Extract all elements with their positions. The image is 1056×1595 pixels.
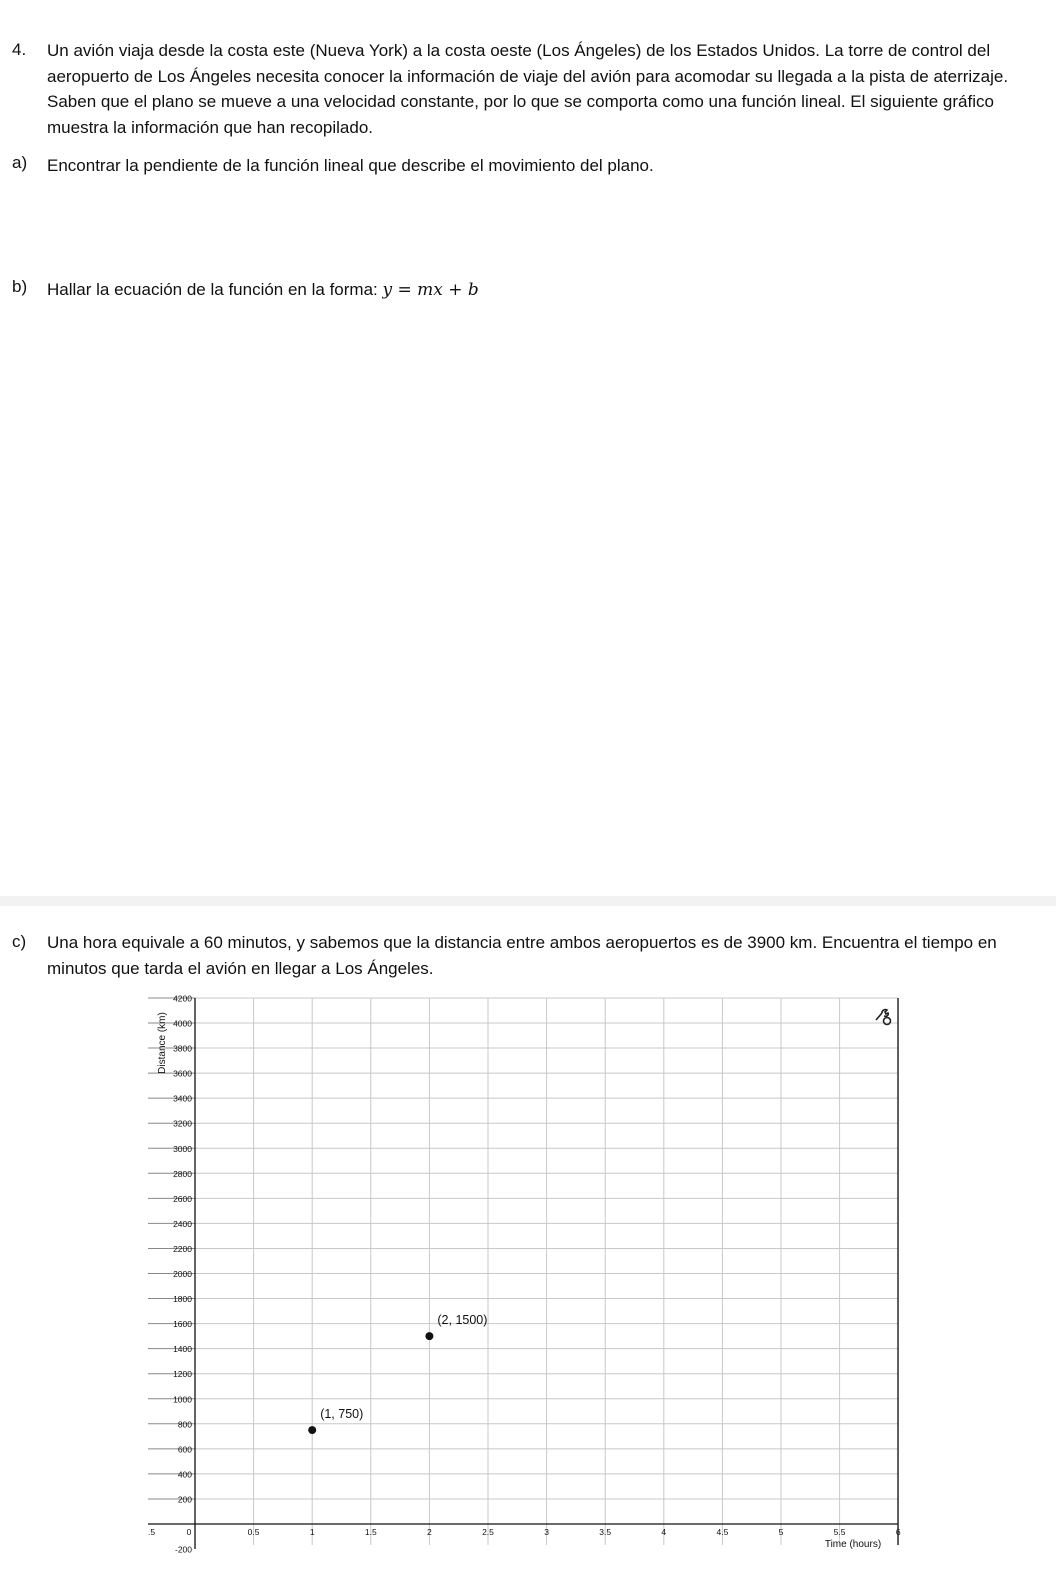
y-tick-label: 1000 (173, 1394, 192, 1405)
y-tick-label: 800 (177, 1419, 192, 1430)
x-tick-label: 4.5 (716, 1527, 729, 1537)
y-tick-label: 3600 (173, 1068, 192, 1079)
y-tick-label: 2000 (173, 1269, 192, 1279)
question-text: Un avión viaja desde la costa este (Nueva York) a la costa oeste (Los Ángeles) de los Estados Unidos. La torre de control del aeropuerto de Los Ángeles necesita conocer la información de viaje del avión para acomodar su llegada a la pista de aterrizaje. Saben que el plano se mueve a una velocidad constante, por lo que se comporta como una función lineal. El siguiente gráfico muestra la información que han recopilado. (47, 41, 1009, 137)
x-tick-label: 3 (544, 1527, 549, 1537)
y-tick-label: 3400 (173, 1093, 192, 1104)
y-tick-label: 600 (177, 1444, 192, 1455)
x-tick-label: 4 (661, 1527, 667, 1537)
page-separator (0, 896, 1056, 906)
wrench-icon[interactable] (876, 1010, 891, 1025)
part-b-line (47, 277, 1027, 304)
data-point-label: (1, 750) (320, 1407, 364, 1422)
part-a-text: Encontrar la pendiente de la función lineal que describe el movimiento del plano. (47, 156, 654, 175)
x-tick-label: .5 (148, 1527, 156, 1537)
y-tick-label: 3000 (173, 1143, 192, 1154)
x-tick-label: 6 (895, 1527, 901, 1537)
chart-ticks (148, 995, 901, 1555)
data-point (425, 1332, 433, 1340)
y-tick-label: 3800 (173, 1043, 192, 1054)
x-tick-label: 3.5 (599, 1527, 612, 1537)
y-tick-label: 4200 (173, 995, 192, 1004)
y-tick-label: 2200 (173, 1243, 192, 1254)
x-tick-label: 5 (778, 1527, 784, 1537)
y-tick-label: -200 (174, 1544, 192, 1555)
y-tick-label: 1200 (173, 1369, 192, 1380)
chart-grid (148, 998, 898, 1545)
y-tick-label: 2600 (173, 1193, 192, 1204)
x-tick-label: 1 (309, 1527, 315, 1537)
y-tick-label: 1600 (173, 1319, 192, 1330)
y-tick-label: 3200 (173, 1118, 192, 1129)
y-tick-label: 200 (177, 1494, 192, 1505)
y-tick-label: 4000 (173, 1018, 192, 1029)
data-point-label: (2, 1500) (437, 1313, 488, 1328)
equation: y = mx + b (382, 280, 479, 300)
distance-time-chart (0, 995, 1056, 1595)
part-a-label: a) (12, 153, 28, 172)
y-tick-label: 400 (177, 1469, 192, 1480)
part-c-label: c) (12, 932, 27, 951)
x-tick-label: 2 (427, 1527, 432, 1537)
y-tick-label: 1400 (173, 1344, 192, 1355)
x-tick-label: 2.5 (482, 1527, 494, 1537)
y-tick-label: 2400 (173, 1218, 192, 1229)
x-tick-label: 5.5 (833, 1527, 846, 1537)
y-axis-label: Distance (km) (157, 1012, 168, 1074)
data-point (308, 1426, 316, 1434)
part-b-label: b) (12, 277, 28, 296)
y-tick-label: 2800 (173, 1168, 192, 1179)
part-b-text: Hallar la ecuación de la función en la forma: (47, 280, 378, 299)
x-tick-label: 0.5 (247, 1527, 260, 1537)
x-tick-label: 0 (186, 1527, 192, 1537)
x-axis-label: Time (hours) (824, 1539, 882, 1550)
y-tick-label: 1800 (173, 1294, 192, 1305)
x-tick-label: 1.5 (364, 1527, 377, 1537)
part-c-text: Una hora equivale a 60 minutos, y sabemos que la distancia entre ambos aeropuertos es de 3900 km. Encuentra el tiempo en minutos que tarda el avión en llegar a Los Ángeles. (47, 933, 997, 978)
question-number: 4. (12, 40, 27, 59)
